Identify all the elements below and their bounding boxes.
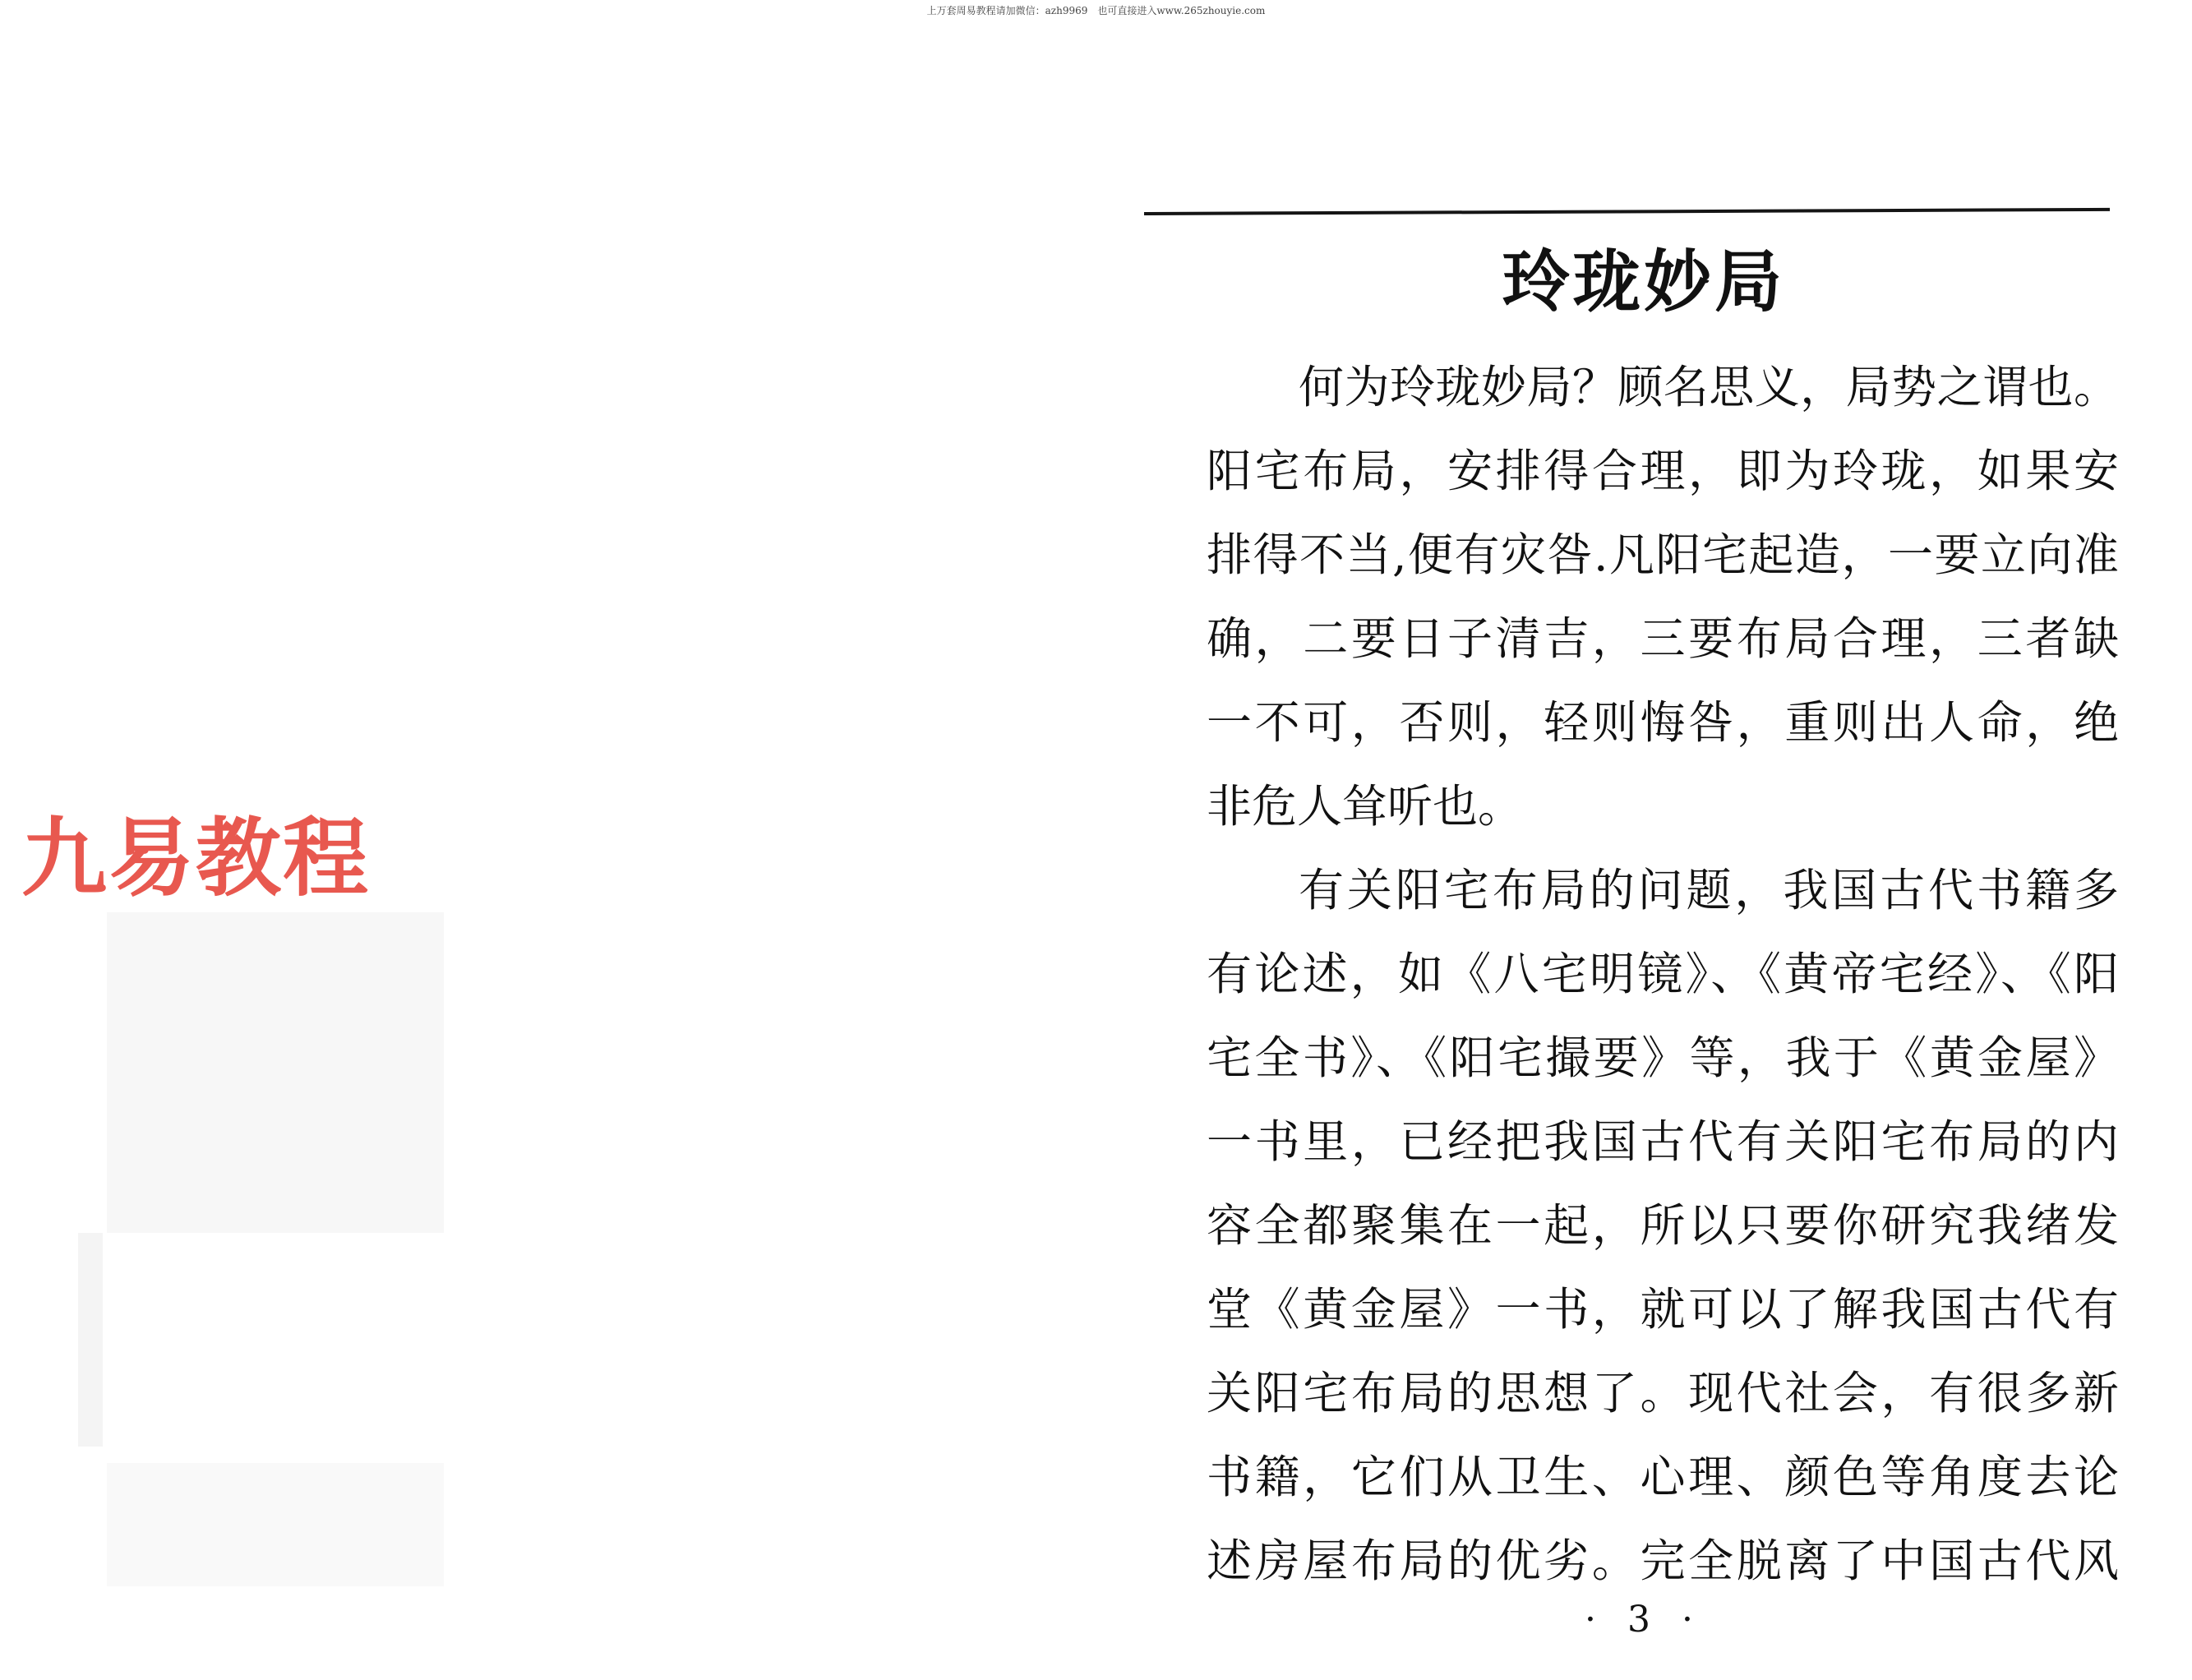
- top-note: 上万套周易教程请加微信：azh9969 也可直接进入www.265zhouyie.com: [926, 5, 1266, 16]
- left-page: [0, 0, 1068, 1680]
- text-line: 有论述，如《八宅明镜》、《黄帝宅经》、《阳: [1207, 948, 2119, 1000]
- body-text: [1207, 345, 2119, 1603]
- text-line: 述房屋布局的优劣。完全脱离了中国古代风: [1207, 1535, 2119, 1587]
- text-line: 排得不当,便有灾咎.凡阳宅起造，一要立向准: [1207, 528, 2119, 581]
- page-number: · 3 ·: [1585, 1599, 1703, 1641]
- ghost-shadow: [78, 1233, 103, 1447]
- text-line: 关阳宅布局的思想了。现代社会，有很多新: [1207, 1367, 2119, 1419]
- ghost-shadow: [107, 1463, 444, 1586]
- text-line: 非危人耸听也。: [1207, 780, 1524, 833]
- text-line: 阳宅布局，安排得合理，即为玲珑，如果安: [1207, 445, 2119, 497]
- right-page: [1134, 0, 2153, 1680]
- text-line: 一书里，已经把我国古代有关阳宅布局的内: [1207, 1115, 2119, 1168]
- text-line: 宅全书》、《阳宅撮要》等，我于《黄金屋》: [1207, 1032, 2119, 1084]
- watermark-logo: 九易教程: [21, 808, 371, 908]
- text-line: 有关阳宅布局的问题，我国古代书籍多: [1299, 864, 2119, 916]
- text-line: 书籍，它们从卫生、心理、颜色等角度去论: [1207, 1451, 2119, 1503]
- text-line: 容全都聚集在一起，所以只要你研究我绪发: [1207, 1199, 2119, 1252]
- top-rule: [1144, 208, 2110, 215]
- ghost-shadow: [107, 912, 444, 1233]
- text-line: 一不可，否则，轻则悔咎，重则出人命，绝: [1207, 696, 2119, 749]
- text-line: 何为玲珑妙局？顾名思义，局势之谓也。: [1299, 361, 2119, 413]
- text-line: 堂《黄金屋》一书，就可以了解我国古代有: [1207, 1283, 2119, 1336]
- chapter-title: 玲珑妙局: [1502, 242, 1785, 321]
- text-line: 确，二要日子清吉，三要布局合理，三者缺: [1207, 612, 2119, 665]
